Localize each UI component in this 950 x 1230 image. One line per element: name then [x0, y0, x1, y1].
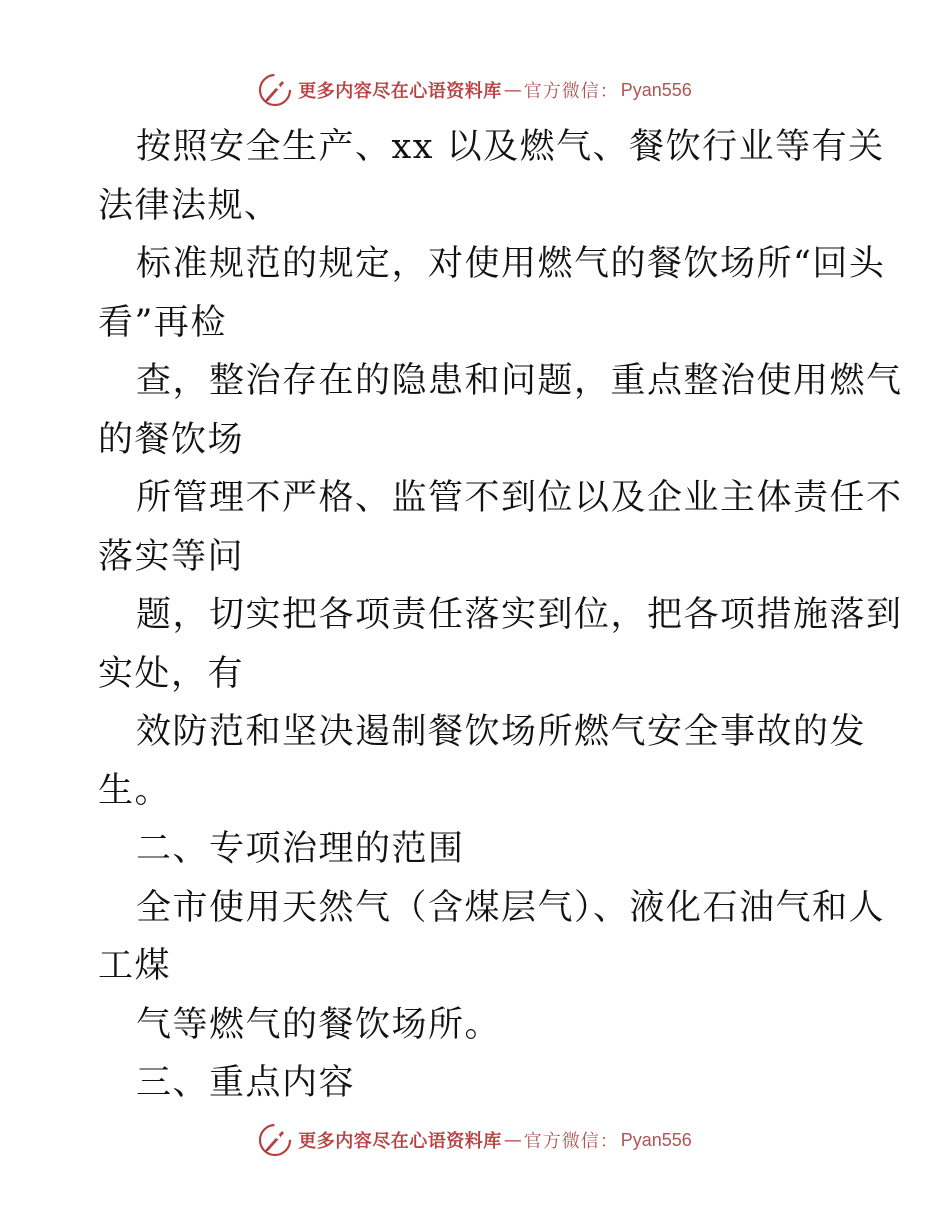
- footer-banner-wechat-id: Pyan556: [620, 1129, 692, 1150]
- text-line: 查，整治存在的隐患和问题，重点整治使用燃气: [136, 361, 903, 401]
- text-line: 按照安全生产、xx 以及燃气、餐饮行业等有关: [136, 127, 885, 167]
- text-line: 全市使用天然气（含煤层气）、液化石油气和人: [136, 887, 886, 928]
- header-banner-brand: 更多内容尽在心语资料库: [298, 81, 502, 102]
- text-line: 实处，有: [98, 653, 245, 694]
- text-line: 法律法规、: [98, 185, 281, 226]
- quill-pen-logo-icon: [258, 73, 292, 107]
- header-banner-wechat-id: Pyan556: [620, 79, 692, 100]
- text-line: 生。: [98, 770, 172, 811]
- text-line: 所管理不严格、监管不到位以及企业主体责任不: [136, 478, 903, 518]
- footer-banner: [0, 1120, 950, 1160]
- text-line: 标准规范的规定，对使用燃气的餐饮场所“回头: [136, 244, 886, 284]
- text-line: 落实等问: [98, 536, 245, 577]
- text-line: 气等燃气的餐饮场所。: [136, 1004, 502, 1045]
- text-line: 题，切实把各项责任落实到位，把各项措施落到: [136, 595, 903, 635]
- document-body: [98, 118, 903, 1113]
- header-banner: [0, 70, 950, 110]
- section-heading-key-content: 三、重点内容: [136, 1063, 356, 1103]
- section-heading-scope: 二、专项治理的范围: [136, 829, 465, 869]
- header-banner-wechat-label: 官方微信：: [523, 81, 619, 102]
- footer-banner-dash: —: [503, 1129, 522, 1151]
- quill-pen-logo-icon: [258, 1123, 292, 1157]
- text-line: 看”再检: [98, 302, 227, 343]
- text-line: 效防范和坚决遏制餐饮场所燃气安全事故的发: [136, 712, 867, 752]
- header-banner-dash: —: [503, 79, 522, 101]
- text-line: 工煤: [98, 946, 172, 986]
- footer-banner-brand: 更多内容尽在心语资料库: [298, 1131, 502, 1152]
- text-line: 的餐饮场: [98, 419, 245, 460]
- footer-banner-wechat-label: 官方微信：: [523, 1131, 619, 1152]
